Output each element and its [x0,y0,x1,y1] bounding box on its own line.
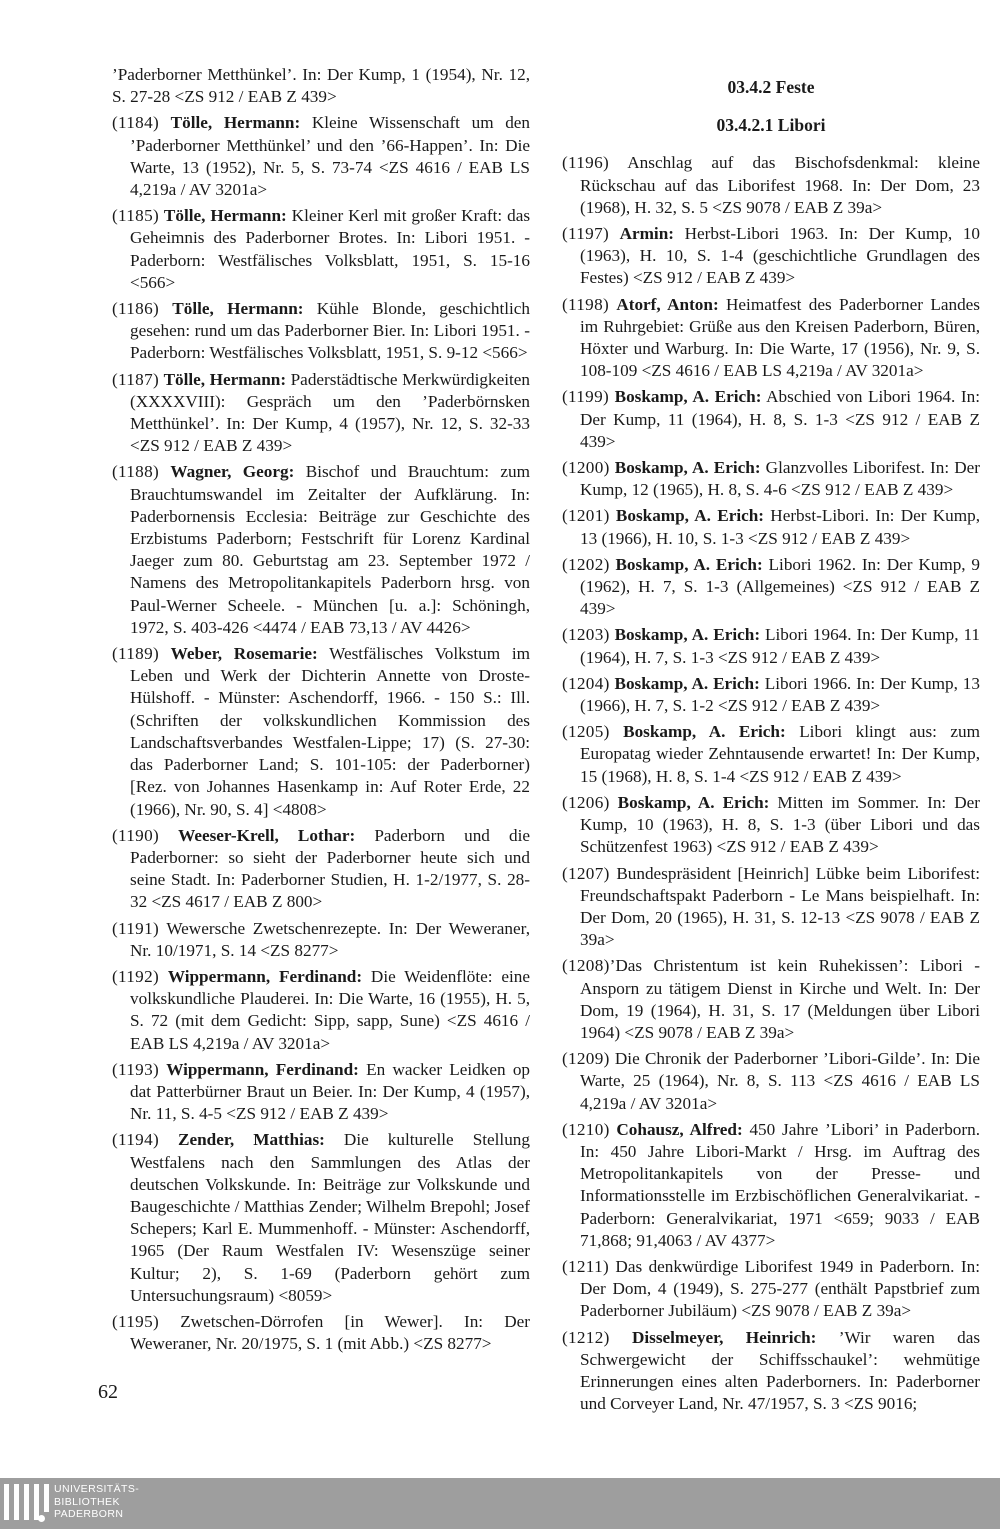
entry-text: 450 Jahre ’Libori’ in Paderborn. In: 450 Jahre Libori-Markt / Hrsg. im Auftrag des Metropolitankapitels von der Presse- und Informationsstelle im Erzbischöflichen Generalvikariat. - Paderborn: Generalvikariat, 1971 <659; 9033 / EAB 71,868; 91,4063 / AV 4377> [580,1119,980,1250]
entry-text: Bundespräsident [Heinrich] Lübke beim Liborifest: Freundschaftspakt Paderborn - Le Mans beispielhaft. In: Der Dom, 20 (1965), H. 31, S. 12-13 <ZS 9078 / EAB Z 39a> [580,863,980,950]
entry-text: Das denkwürdige Liborifest 1949 in Paderborn. In: Der Dom, 4 (1949), S. 275-277 (enthält Papstbrief zum Paderborner Jubiläum) <ZS 9078 / EAB Z 39a> [580,1256,981,1321]
bib-entry [112,966,530,1055]
entry-number: (1198) [562,294,609,314]
entry-author: Tölle, Hermann: [170,113,301,133]
bib-entry [562,721,980,788]
entry-author: Armin: [619,224,674,244]
entry-number: (1202) [562,554,610,574]
entry-number: (1207) [562,863,610,883]
entry-author: Boskamp, A. Erich: [623,722,786,742]
entry-author: Weber, Rosemarie: [170,644,318,664]
entry-number: (1212) [562,1327,610,1347]
entry-number: (1185) [112,206,159,226]
entry-author: Wippermann, Ferdinand: [167,966,363,986]
bib-entry [562,624,980,668]
entry-author: Boskamp, A. Erich: [617,792,770,812]
entry-text: En wacker Leidken op dat Patterbürner Braut un Beier. In: Der Kump, 4 (1957), Nr. 11, S. 4-5 <ZS 912 / EAB Z 439> [130,1059,531,1124]
logo-bar [24,1484,29,1520]
entry-text: Libori 1964. In: Der Kump, 11 (1964), H. 7, S. 1-3 <ZS 912 / EAB Z 439> [580,625,980,667]
entry-author: Boskamp, A. Erich: [615,506,765,526]
entry-author: Tölle, Hermann: [163,206,287,226]
bib-entry [112,298,530,365]
entry-number: (1186) [112,299,159,319]
entry-text: Libori 1966. In: Der Kump, 13 (1966), H. 7, S. 1-2 <ZS 912 / EAB Z 439> [580,673,980,716]
entry-author: Zender, Matthias: [178,1130,325,1150]
entry-number: (1191) [112,918,159,938]
bib-entry [112,112,530,201]
entry-text: Kleiner Kerl mit großer Kraft: das Geheimnis des Paderborner Brotes. In: Libori 1951. - Paderborn: Westfälisches Volksblatt, 1951, S. 15-16 <566> [130,206,531,292]
bib-entry [112,369,530,458]
entry-number: (1203) [562,625,610,645]
entry-number: (1204) [562,673,610,693]
entry-text: Herbst-Libori. In: Der Kump, 13 (1966), H. 10, S. 1-3 <ZS 912 / EAB Z 439> [580,506,980,548]
entry-number: (1188) [112,462,159,482]
entry-author: Wagner, Georg: [170,462,295,482]
logo-line-3: PADERBORN [54,1508,124,1520]
entry-author: Boskamp, A. Erich: [615,554,763,574]
bib-entry [562,1327,980,1416]
bib-entry [562,673,980,717]
entry-number: (1187) [112,369,159,389]
entry-number: (1206) [562,792,610,812]
entry-text: ’Wir waren das Schwergewicht der Schiffsschaukel’: wehmütige Erinnerungen eines alten Paderborners. In: Paderborner und Corveyer Land, Nr. 47/1957, S. 3 <ZS 9016; [580,1327,981,1414]
bib-entry [562,457,980,501]
entry-text: Die Chronik der Paderborner ’Libori-Gilde’. In: Die Warte, 25 (1964), Nr. 8, S. 113 <ZS 4616 / EAB LS 4,219a / AV 3201a> [580,1049,980,1113]
entry-number: (1184) [112,113,159,133]
entry-text: Die kulturelle Stellung Westfalens nach den Sammlungen des Atlas der deutschen Volkskunde. In: Beiträge zur Volkskunde und Baugeschichte / Matthias Zender; Wilhelm Brepohl; Josef Schepers; Karl E. Mummenhoff. - Münster: Aschendorff, 1965 (Der Raum Westfalen IV: Wesenszüge seiner Kultur; 2), S. 1-69 (Paderborn gehört zum Untersuchungsraum) <8059> [130,1130,530,1305]
bib-entry [112,461,530,639]
bib-entry [112,1129,530,1307]
entry-text: Kleine Wissenschaft um den ’Paderborner Metthünkel’ und den ’66-Happen’. In: Die Warte, 13 (1952), Nr. 5, S. 73-74 <ZS 4616 / EAB LS 4,219a / AV 3201a> [130,113,531,200]
entry-number: (1190) [112,825,159,845]
bib-entry [112,918,530,962]
left-column [112,64,530,1359]
bib-entry [562,505,980,549]
entry-text: Mitten im Sommer. In: Der Kump, 10 (1963), H. 8, S. 1-3 (über Libori und das Schützenfest 1963) <ZS 912 / EAB Z 439> [580,792,981,857]
right-column [562,64,980,1419]
entry-text: Paderborn und die Paderborner: so sieht der Paderborner heute sich und seine Stadt. In: Paderborner Studien, H. 1-2/1977, S. 28-32 <ZS 4617 / EAB Z 800> [130,825,531,912]
entry-author: Boskamp, A. Erich: [614,458,761,478]
logo-line-1: UNIVERSITÄTS- [54,1483,140,1495]
bib-entry [562,1256,980,1323]
logo-bar [14,1484,19,1520]
entry-number: (1199) [562,387,609,407]
entry-number: (1200) [562,458,610,478]
entry-text: Anschlag auf das Bischofsdenkmal: kleine Rückschau auf das Liborifest 1968. In: Der Dom, 23 (1968), H. 32, S. 5 <ZS 9078 / EAB Z 39a> [580,153,980,217]
entry-number: (1201) [562,506,610,526]
bib-entry [562,1119,980,1252]
bib-entry [562,955,980,1044]
entry-author: Boskamp, A. Erich: [614,387,762,407]
entry-text: Kühle Blonde, geschichtlich gesehen: rund um das Paderborner Bier. In: Libori 1951. - Paderborn: Westfälisches Volksblatt, 1951, S. 9-12 <566> [130,299,530,363]
entry-author: Atorf, Anton: [616,294,719,314]
logo-bar [34,1484,39,1520]
entry-text: Die Weidenflöte: eine volkskundliche Plauderei. In: Die Warte, 16 (1955), H. 5, S. 72 (mit dem Gedicht: Sipp, sapp, Sune) <ZS 4616 / EAB LS 4,219a / AV 3201a> [130,966,531,1053]
entry-number: (1210) [562,1119,610,1139]
entry-number: (1211) [562,1256,609,1276]
entry-text: ’Paderborner Metthünkel’. In: Der Kump, 1 (1954), Nr. 12, S. 27-28 <ZS 912 / EAB Z 439> [112,65,530,107]
entry-text: ’Das Christentum ist kein Ruhekissen’: Libori - Ansporn zu tätigem Dienst in Kirche und Welt. In: Der Dom, 19 (1964), H. 31, S. 17 (Meldungen über Libori 1964) <ZS 9078 / EAB Z 39a> [580,956,980,1042]
entry-author: Wippermann, Ferdinand: [166,1059,359,1079]
bib-entry [562,863,980,952]
entry-text: Heimatfest des Paderborner Landes im Ruhrgebiet: Grüße aus den Kreisen Paderborn, Büren, Höxter und Warburg. In: Die Warte, 17 (1956), Nr. 9, S. 108-109 <ZS 4616 / EAB LS 4,219a / AV 3201a> [580,294,980,381]
bib-entry [562,386,980,453]
entry-number: (1194) [112,1130,159,1150]
entry-text: Bischof und Brauchtum: zum Brauchtumswandel im Zeitalter der Aufklärung. In: Paderbornensis Ecclesia: Beiträge zur Geschichte des Erzbistums Paderborn; Festschrift für Lorenz Kardinal Jaeger zum 80. Geburtstag am 23. September 1972 / Namens des Metropolitankapitels Paderborn hrsg. von Paul-Werner Scheele. - München [u. a.]: Schöningh, 1972, S. 403-426 <4474 / EAB 73,13 / AV 4426> [130,462,530,637]
entry-number: (1209) [562,1049,610,1069]
bib-entry [112,825,530,914]
entry-author: Weeser-Krell, Lothar: [178,825,356,845]
entry-text: Wewersche Zwetschenrezepte. In: Der Weweraner, Nr. 10/1971, S. 14 <ZS 8277> [130,918,530,960]
bib-entry [562,792,980,859]
bib-entry [562,1048,980,1115]
bib-entry [112,205,530,294]
entry-author: Boskamp, A. Erich: [614,625,761,645]
entry-text: Glanzvolles Liborifest. In: Der Kump, 12 (1965), H. 8, S. 4-6 <ZS 912 / EAB Z 439> [580,458,981,500]
bib-entry [562,554,980,621]
entry-author: Disselmeyer, Heinrich: [631,1327,817,1347]
entry-number: (1195) [112,1311,159,1331]
entry-number: (1208) [562,956,610,976]
entry-number: (1192) [112,966,159,986]
logo-bar [4,1484,9,1520]
bib-entry [562,152,980,219]
entry-text: Westfälisches Volkstum im Leben und Werk der Dichterin Annette von Droste-Hülshoff. - Münster: Aschendorff, 1966. - 150 S.: Ill. (Schriften der volkskundlichen Kommission des Landschaftsverbandes Westfalen-Lippe; 17) (S. 27-30: das Paderborner Land; S. 101-105: der Paderborner) [Rez. von Johannes Hasenkamp in: Auf Roter Erde, 22 (1966), Nr. 90, S. 4] <4808> [130,644,530,819]
bib-entry [562,294,980,383]
entry-author: Cohausz, Alfred: [616,1119,743,1139]
subsection-heading: 03.4.2.1 Libori [716,115,826,136]
page-number: 62 [98,1381,118,1403]
entry-author: Boskamp, A. Erich: [614,673,760,693]
entry-number: (1205) [562,722,610,742]
bib-entry [112,1059,530,1126]
bib-entry [562,223,980,290]
logo-bar [44,1484,49,1512]
entry-number: (1196) [562,153,609,173]
entry-text: Herbst-Libori 1963. In: Der Kump, 10 (1963), H. 10, S. 1-4 (geschichtliche Grundlagen des Festes) <ZS 912 / EAB Z 439> [580,224,981,288]
entry-number: (1189) [112,644,159,664]
entry-author: Tölle, Hermann: [172,299,304,319]
entry-text: Libori 1962. In: Der Kump, 9 (1962), H. 7, S. 1-3 (Allgemeines) <ZS 912 / EAB Z 439> [580,554,981,619]
bib-entry [112,643,530,821]
bib-entry [112,64,530,108]
bib-entry [112,1311,530,1355]
section-heading: 03.4.2 Feste [727,77,815,97]
entry-number: (1197) [562,224,609,244]
entry-author: Tölle, Hermann: [163,369,287,389]
entry-text: Libori klingt aus: zum Europatag wieder Zehntausende erwartet! In: Der Kump, 15 (1968), H. 8, S. 1-4 <ZS 912 / EAB Z 439> [580,722,980,786]
library-logo-text [54,1483,139,1521]
library-footer-bar [0,1478,1000,1529]
entry-text: Zwetschen-Dörrofen [in Wewer]. In: Der Weweraner, Nr. 20/1975, S. 1 (mit Abb.) <ZS 8277> [130,1311,531,1354]
entry-text: Paderstädtische Merkwürdigkeiten (XXXXVIII): Gespräch um den ’Paderbörnsken Metthünkel’. In: Der Kump, 4 (1957), Nr. 12, S. 32-33 <ZS 912 / EAB Z 439> [130,369,531,456]
entry-text: Abschied von Libori 1964. In: Der Kump, 11 (1964), H. 8, S. 1-3 <ZS 912 / EAB Z 439> [580,387,980,451]
logo-line-2: BIBLIOTHEK [54,1495,120,1508]
entry-number: (1193) [112,1059,159,1079]
logo-dot-icon [38,1515,45,1522]
